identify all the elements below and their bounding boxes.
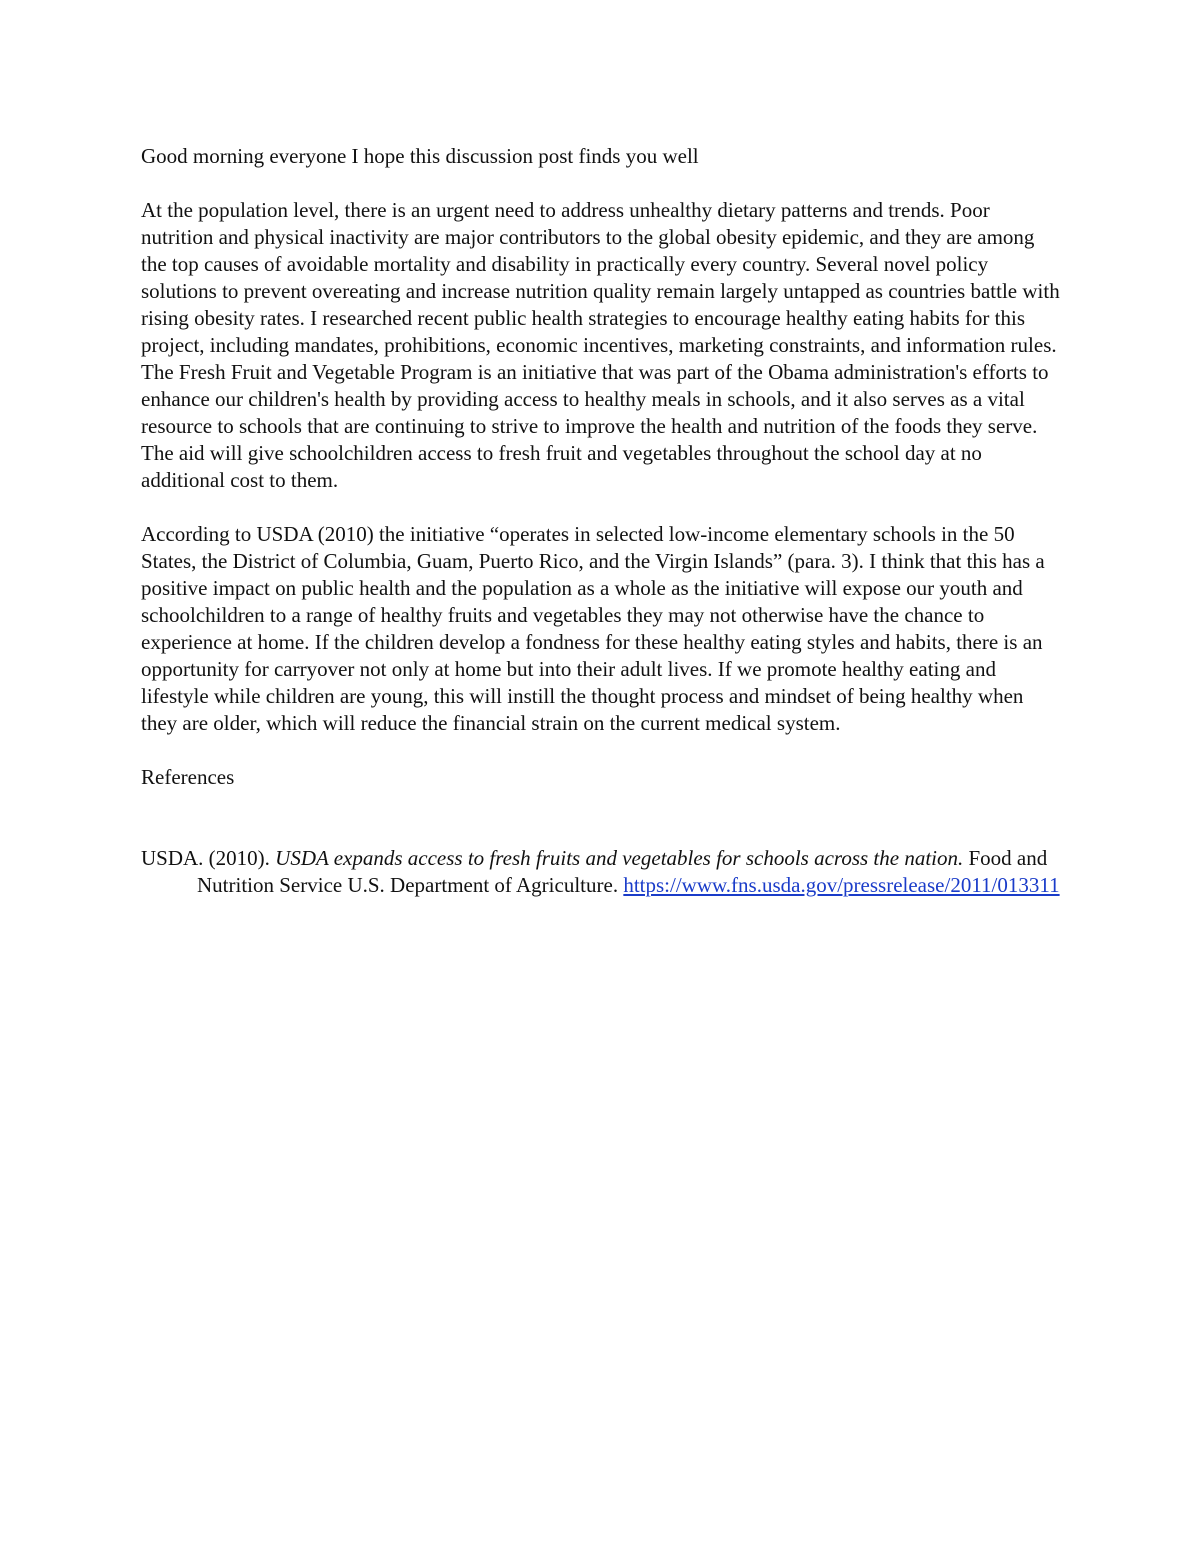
reference-entry xyxy=(141,845,1061,899)
document-body xyxy=(141,143,1061,899)
paragraph-discussion: According to USDA (2010) the initiative “operates in selected low-income elementary schools in the 50 States, the District of Columbia, Guam, Puerto Rico, and the Virgin Islands” (para. 3). I think that this has a positive impact on public health and the population as a whole as the initiative will expose our youth and schoolchildren to a range of healthy fruits and vegetables they may not otherwise have the chance to experience at home. If the children develop a fondness for these healthy eating styles and habits, there is an opportunity for carryover not only at home but into their adult lives. If we promote healthy eating and lifestyle while children are young, this will instill the thought process and mindset of being healthy when they are older, which will reduce the financial strain on the current medical system. xyxy=(141,522,1045,735)
greeting-line: Good morning everyone I hope this discussion post finds you well xyxy=(141,144,699,168)
reference-title: USDA expands access to fresh fruits and vegetables for schools across the nation. xyxy=(275,846,964,870)
reference-author-year: USDA. (2010). xyxy=(141,846,276,870)
paragraph-introduction: At the population level, there is an urgent need to address unhealthy dietary patterns and trends. Poor nutrition and physical inactivity are major contributors to the global obesity epidemic, and they are among the top causes of avoidable mortality and disability in practically every country. Several novel policy solutions to prevent overeating and increase nutrition quality remain largely untapped as countries battle with rising obesity rates. I researched recent public health strategies to encourage healthy eating habits for this project, including mandates, prohibitions, economic incentives, marketing constraints, and information rules. The Fresh Fruit and Vegetable Program is an initiative that was part of the Obama administration's efforts to enhance our children's health by providing access to healthy meals in schools, and it also serves as a vital resource to schools that are continuing to strive to improve the health and nutrition of the foods they serve. The aid will give schoolchildren access to fresh fruit and vegetables throughout the school day at no additional cost to them. xyxy=(141,198,1060,492)
references-heading: References xyxy=(141,765,235,789)
reference-url-link[interactable]: https://www.fns.usda.gov/pressrelease/2011/013311 xyxy=(623,873,1060,897)
reference-publisher: Food and Nutrition Service U.S. Department of Agriculture. xyxy=(197,846,1048,897)
